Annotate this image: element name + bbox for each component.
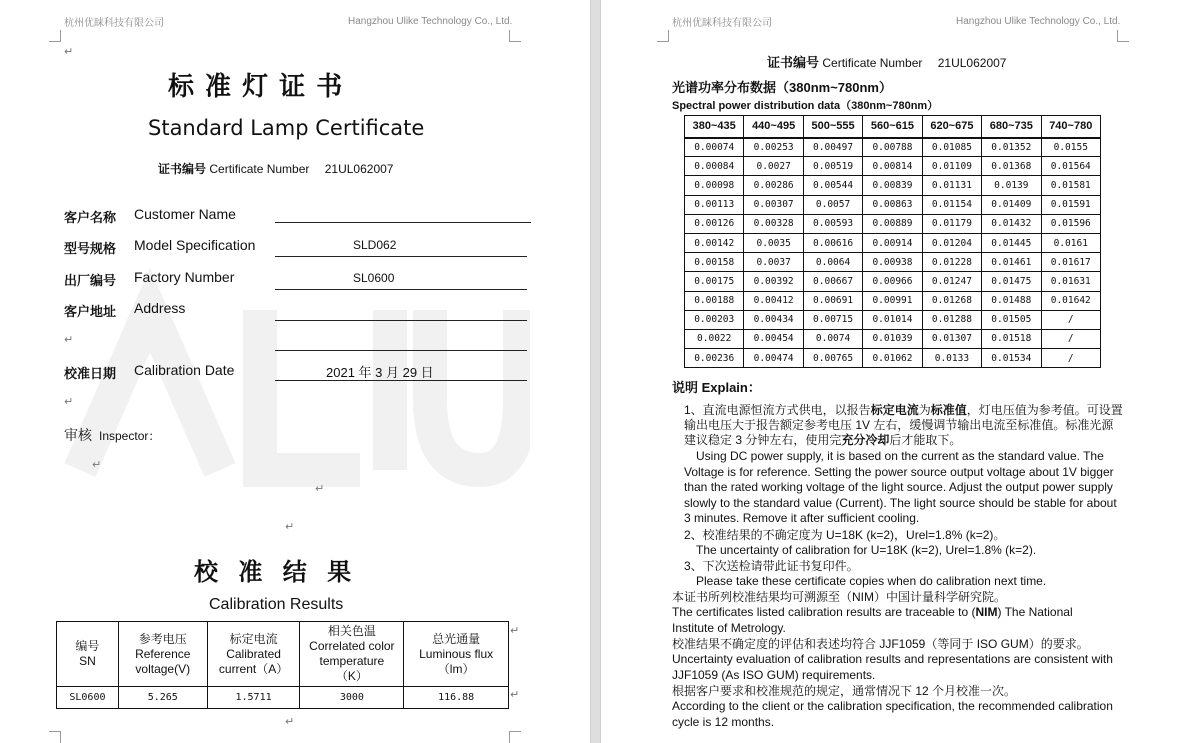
table-cell: 0.0064 xyxy=(803,253,862,272)
table-cell: 0.00392 xyxy=(744,272,803,291)
paragraph-mark: ↵ xyxy=(315,483,325,495)
title-en: Standard Lamp Certificate xyxy=(148,116,425,140)
explain-p1-cn-line1: 1、直流电源恒流方式供电，以报告标定电流为标准值，灯电压值为参考值。可设置 xyxy=(684,403,1123,417)
table-row xyxy=(685,233,1101,252)
table-row xyxy=(685,291,1101,310)
table-header-cell: 680~735 xyxy=(982,116,1041,138)
explain-title: 说明 Explain： xyxy=(672,380,761,395)
explain-p2-cn: 2、校准结果的不确定度为 U=18K (k=2)，Urel=1.8% (k=2)。 xyxy=(684,528,1006,542)
table-cell: 0.00307 xyxy=(744,195,803,214)
table-cell: 0.00126 xyxy=(685,214,744,233)
table-cell: 0.01488 xyxy=(982,291,1041,310)
field-label-cn: 校准日期 xyxy=(64,366,117,381)
table-cell: 0.0037 xyxy=(744,253,803,272)
header-company-cn: 杭州优睐科技有限公司 xyxy=(672,18,772,29)
table-cell: 0.0139 xyxy=(982,176,1041,195)
table-cell: 0.01591 xyxy=(1041,195,1100,214)
table-cell: 0.00715 xyxy=(803,310,862,329)
table-cell: 0.00236 xyxy=(685,349,744,368)
table-cell: 0.00203 xyxy=(685,310,744,329)
table-header-cell: 编号 SN xyxy=(57,622,119,687)
table-row xyxy=(685,176,1101,195)
table-cell: 0.01268 xyxy=(922,291,981,310)
table-cell: 0.00188 xyxy=(685,291,744,310)
header-company-en: Hangzhou Ulike Technology Co., Ltd. xyxy=(956,16,1121,27)
table-header-cell: 740~780 xyxy=(1041,116,1100,138)
field-label-cn: 客户名称 xyxy=(64,210,117,225)
field-label-en: Customer Name xyxy=(134,206,236,222)
cert-number-label-en: Certificate Number xyxy=(822,56,923,70)
table-cell: 0.01247 xyxy=(922,272,981,291)
table-cell: 0.00966 xyxy=(863,272,922,291)
table-cell: 0.00434 xyxy=(744,310,803,329)
header-company-en: Hangzhou Ulike Technology Co., Ltd. xyxy=(348,16,513,27)
table-cell: 0.01564 xyxy=(1041,157,1100,176)
table-cell: 0.00286 xyxy=(744,176,803,195)
table-cell: 0.00814 xyxy=(863,157,922,176)
spd-table xyxy=(684,115,1101,368)
table-cell: 0.01432 xyxy=(982,214,1041,233)
table-cell: 0.01475 xyxy=(982,272,1041,291)
table-cell: 3000 xyxy=(300,687,404,709)
table-row xyxy=(685,253,1101,272)
table-cell: 0.00074 xyxy=(685,138,744,157)
watermark-logo xyxy=(60,250,530,550)
table-cell: 0.0035 xyxy=(744,233,803,252)
field-label-en: Model Specification xyxy=(134,237,256,253)
table-cell: 0.01445 xyxy=(982,233,1041,252)
table-cell: 0.00142 xyxy=(685,233,744,252)
table-cell: 0.00889 xyxy=(863,214,922,233)
table-cell: 0.00253 xyxy=(744,138,803,157)
table-cell: 0.01461 xyxy=(982,253,1041,272)
table-header-cell: 380~435 xyxy=(685,116,744,138)
table-cell: 0.01204 xyxy=(922,233,981,252)
results-title-cn: 校 准 结 果 xyxy=(194,557,358,586)
field-label-en: Address xyxy=(134,300,186,316)
table-cell: 0.00991 xyxy=(863,291,922,310)
explain-p1-en-line: slowly to the standard value (Current). The light source should be stable for about xyxy=(684,496,1117,510)
table-header-cell: 总光通量 Luminous flux （lm） xyxy=(404,622,509,687)
paragraph-mark: ↵ xyxy=(285,716,295,728)
traceability-cn: 本证书所列校准结果均可溯源至（NIM）中国计量科学研究院。 xyxy=(672,590,1006,604)
table-cell: 0.01596 xyxy=(1041,214,1100,233)
corner-mark xyxy=(1117,30,1129,42)
table-cell: 0.01617 xyxy=(1041,253,1100,272)
table-header-cell: 620~675 xyxy=(922,116,981,138)
table-cell: 0.01039 xyxy=(863,329,922,348)
table-cell: 0.01228 xyxy=(922,253,981,272)
table-cell: / xyxy=(1041,329,1100,348)
cycle-en-line1: According to the client or the calibration specification, the recommended calibration xyxy=(672,699,1113,713)
corner-mark xyxy=(49,731,61,743)
model-spec-field xyxy=(275,256,527,257)
corner-mark xyxy=(509,30,521,42)
spd-title-en: Spectral power distribution data（380nm~780nm） xyxy=(672,100,939,112)
cert-number-line xyxy=(767,52,1006,71)
corner-mark xyxy=(509,731,521,743)
explain-p3-cn: 3、下次送检请带此证书复印件。 xyxy=(684,559,859,573)
table-cell: 0.00158 xyxy=(685,253,744,272)
table-cell: 0.00113 xyxy=(685,195,744,214)
traceability-en-line2: Institute of Metrology. xyxy=(672,621,786,635)
table-cell: 0.00454 xyxy=(744,329,803,348)
table-cell: 0.00667 xyxy=(803,272,862,291)
results-table xyxy=(56,621,509,709)
table-cell: 0.00914 xyxy=(863,233,922,252)
table-cell: 5.265 xyxy=(118,687,207,709)
table-cell: 0.00328 xyxy=(744,214,803,233)
explain-p1-en-line: Voltage is for reference. Setting the power source output voltage about 1V bigger xyxy=(684,465,1114,479)
table-cell: SL0600 xyxy=(57,687,119,709)
paragraph-mark: ↵ xyxy=(64,46,74,58)
table-cell: 0.0027 xyxy=(744,157,803,176)
table-cell: 0.00593 xyxy=(803,214,862,233)
cert-number-value: 21UL062007 xyxy=(324,162,394,176)
explain-p1-en-line: Using DC power supply, it is based on the current as the standard value. The xyxy=(696,449,1104,463)
cert-number-line xyxy=(158,160,393,177)
table-cell: 0.01062 xyxy=(863,349,922,368)
cycle-cn: 根据客户要求和校准规范的规定，通常情况下 12 个月校准一次。 xyxy=(672,684,1017,698)
table-cell: 0.00616 xyxy=(803,233,862,252)
table-row xyxy=(685,138,1101,157)
cert-number-value: 21UL062007 xyxy=(937,56,1007,70)
traceability-en: The certificates listed calibration results are traceable to (NIM) The National xyxy=(672,605,1073,619)
cert-number-label-cn: 证书编号 xyxy=(767,55,820,70)
table-header-row xyxy=(57,622,509,687)
table-cell: 0.00098 xyxy=(685,176,744,195)
table-cell: 0.00497 xyxy=(803,138,862,157)
table-row xyxy=(685,157,1101,176)
address-field-line2 xyxy=(275,350,527,351)
paragraph-mark: ↵ xyxy=(92,459,102,471)
page-gutter xyxy=(590,0,601,743)
table-cell: 0.01014 xyxy=(863,310,922,329)
table-cell: 0.01631 xyxy=(1041,272,1100,291)
table-cell: / xyxy=(1041,349,1100,368)
cert-number-label-en: Certificate Number xyxy=(209,162,310,176)
table-cell: 0.00863 xyxy=(863,195,922,214)
table-row xyxy=(685,214,1101,233)
table-cell: 0.01085 xyxy=(922,138,981,157)
corner-mark xyxy=(49,30,61,42)
table-cell: 0.0022 xyxy=(685,329,744,348)
explain-p1-cn-line2: 输出电压大于报告额定参考电压 1V 左右，缓慢调节输出电流至标准值。标准光源 xyxy=(684,418,1114,432)
title-cn: 标 准 灯 证 书 xyxy=(168,72,344,102)
cert-number-label-cn: 证书编号 xyxy=(158,162,207,176)
table-row xyxy=(685,349,1101,368)
table-cell: 0.00519 xyxy=(803,157,862,176)
table-cell: 0.0155 xyxy=(1041,138,1100,157)
field-label-cn: 型号规格 xyxy=(64,241,117,256)
table-row xyxy=(685,272,1101,291)
paragraph-mark: ↵ xyxy=(510,625,520,637)
table-header-row xyxy=(685,116,1101,138)
explain-p1-cn-line3: 建议稳定 3 分钟左右，使用完充分冷却后才能取下。 xyxy=(684,433,962,447)
field-label-en: Factory Number xyxy=(134,269,235,285)
table-cell: 0.0161 xyxy=(1041,233,1100,252)
factory-number-field xyxy=(275,289,527,290)
table-cell: 0.00175 xyxy=(685,272,744,291)
table-cell: 0.01131 xyxy=(922,176,981,195)
field-label-en: Calibration Date xyxy=(134,362,235,378)
cycle-en-line2: cycle is 12 months. xyxy=(672,715,775,729)
factory-number-value: SL0600 xyxy=(353,271,395,285)
explain-p2-en: The uncertainty of calibration for U=18K (k=2), Urel=1.8% (k=2). xyxy=(696,543,1037,557)
address-field xyxy=(275,320,527,321)
table-header-cell: 440~495 xyxy=(744,116,803,138)
uncertainty-en-line1: Uncertainty evaluation of calibration results and representations are consistent with xyxy=(672,652,1113,666)
calibration-date-field xyxy=(275,380,527,381)
spd-table-body xyxy=(685,138,1101,368)
table-cell: 0.00938 xyxy=(863,253,922,272)
paragraph-mark: ↵ xyxy=(510,689,520,701)
table-row xyxy=(685,310,1101,329)
explain-p3-en: Please take these certificate copies when do calibration next time. xyxy=(696,574,1047,588)
table-cell: 0.00839 xyxy=(863,176,922,195)
table-cell: 0.01352 xyxy=(982,138,1041,157)
model-spec-value: SLD062 xyxy=(353,238,397,252)
table-header-cell: 标定电流 Calibrated current（A） xyxy=(207,622,300,687)
uncertainty-cn: 校准结果不确定度的评估和表述均符合 JJF1059（等同于 ISO GUM）的要求。 xyxy=(672,637,1089,651)
table-header-cell: 相关色温 Correlated color temperature （K） xyxy=(300,622,404,687)
table-cell: 0.01581 xyxy=(1041,176,1100,195)
table-cell: 0.0057 xyxy=(803,195,862,214)
table-cell: 0.00691 xyxy=(803,291,862,310)
table-cell: 1.5711 xyxy=(207,687,300,709)
explain-p1-en-line: 3 minutes. Remove it after sufficient cooling. xyxy=(684,511,920,525)
table-cell: 0.01409 xyxy=(982,195,1041,214)
header-company-cn: 杭州优睐科技有限公司 xyxy=(64,18,164,29)
inspector-label-en: Inspector： xyxy=(99,429,161,443)
paragraph-mark: ↵ xyxy=(285,521,295,533)
table-cell: 0.00412 xyxy=(744,291,803,310)
table-cell: 116.88 xyxy=(404,687,509,709)
table-cell: 0.01368 xyxy=(982,157,1041,176)
explain-p1-en-line: than the rated working voltage of the light source. Adjust the output power supply xyxy=(684,480,1113,494)
uncertainty-en-line2: JJF1059 (As ISO GUM) requirements. xyxy=(672,668,876,682)
table-row xyxy=(685,195,1101,214)
table-cell: 0.0133 xyxy=(922,349,981,368)
table-cell: 0.01288 xyxy=(922,310,981,329)
table-cell: 0.00084 xyxy=(685,157,744,176)
calibration-date-value: 2021 年 3 月 29 日 xyxy=(326,365,434,380)
spd-title-cn: 光谱功率分布数据（380nm~780nm） xyxy=(672,80,892,95)
customer-name-field xyxy=(275,222,531,223)
paragraph-mark: ↵ xyxy=(64,396,74,408)
table-header-cell: 500~555 xyxy=(803,116,862,138)
field-label-cn: 客户地址 xyxy=(64,304,117,319)
table-cell: 0.01518 xyxy=(982,329,1041,348)
table-header-cell: 参考电压 Reference voltage(V) xyxy=(118,622,207,687)
table-row xyxy=(685,329,1101,348)
results-title-en: Calibration Results xyxy=(209,596,344,613)
table-cell: 0.01154 xyxy=(922,195,981,214)
table-cell: 0.01179 xyxy=(922,214,981,233)
paragraph-mark: ↵ xyxy=(64,334,74,346)
table-header-cell: 560~615 xyxy=(863,116,922,138)
table-cell: 0.00544 xyxy=(803,176,862,195)
table-cell: 0.00788 xyxy=(863,138,922,157)
page-left xyxy=(0,0,590,743)
table-cell: 0.01505 xyxy=(982,310,1041,329)
table-cell: 0.0074 xyxy=(803,329,862,348)
table-cell: 0.01642 xyxy=(1041,291,1100,310)
table-cell: 0.01307 xyxy=(922,329,981,348)
table-cell: 0.00765 xyxy=(803,349,862,368)
field-label-cn: 出厂编号 xyxy=(64,273,117,288)
table-row xyxy=(57,687,509,709)
table-cell: / xyxy=(1041,310,1100,329)
table-cell: 0.01109 xyxy=(922,157,981,176)
table-cell: 0.01534 xyxy=(982,349,1041,368)
inspector-label-cn: 审核 xyxy=(64,427,92,443)
corner-mark xyxy=(657,30,669,42)
table-cell: 0.00474 xyxy=(744,349,803,368)
